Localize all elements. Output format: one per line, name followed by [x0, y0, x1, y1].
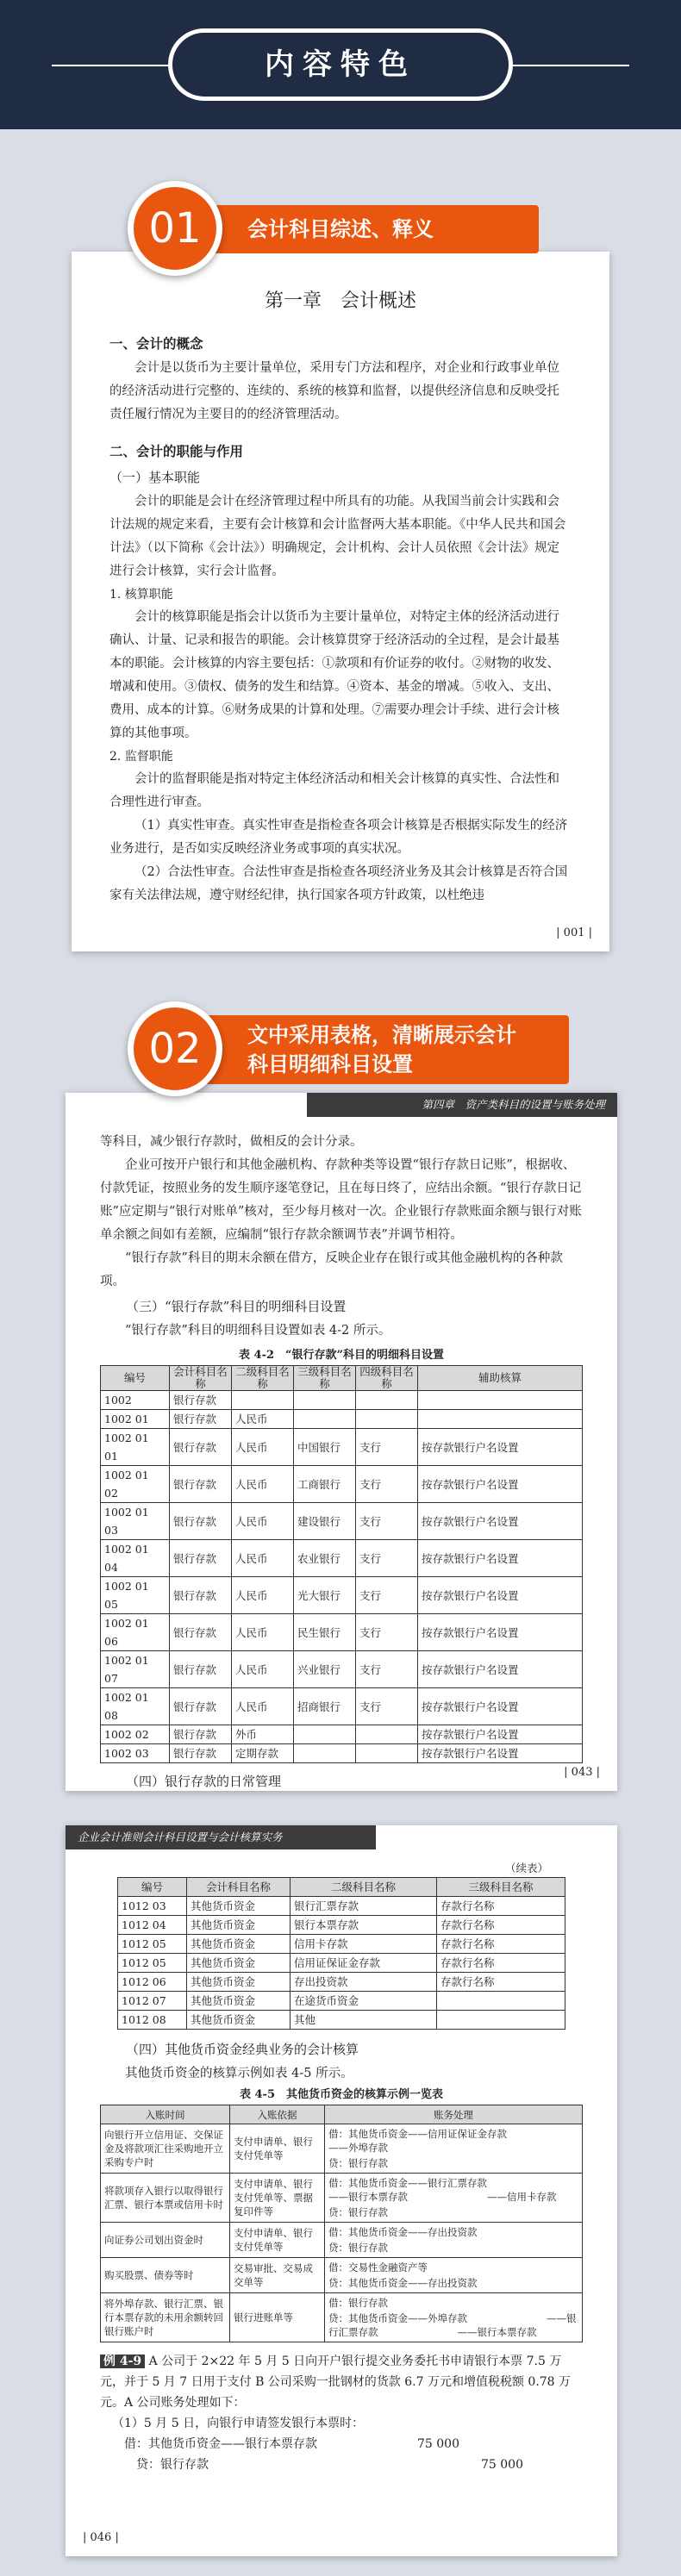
table-cell: 银行存款	[170, 1651, 232, 1688]
feature-number-badge: 02	[128, 1001, 222, 1096]
table-cell: 人民币	[232, 1503, 294, 1540]
table-header-cell: 二级科目名称	[232, 1366, 294, 1391]
table-row	[118, 2011, 565, 2030]
table-header-cell: 入账依据	[230, 2105, 325, 2124]
entry-treatment-cell	[325, 2124, 586, 2174]
entry-treatment-cell	[325, 2223, 583, 2258]
table-cell: 兴业银行	[294, 1651, 356, 1688]
table-cell	[294, 1744, 356, 1763]
table-cell: 其他货币资金	[187, 1897, 291, 1916]
table-cell: 按存款银行户名设置	[418, 1466, 583, 1503]
debit-amount: 75 000	[417, 2437, 459, 2451]
entry-time-cell: 向证券公司划出资金时	[101, 2223, 230, 2258]
table-cell: 1002 01 08	[101, 1688, 170, 1725]
debit-account: 借：其他货币资金——银行本票存款	[124, 2437, 317, 2451]
table-cell: 银行存款	[170, 1688, 232, 1725]
table-cell	[418, 1410, 583, 1429]
example-tag: 例 4-9	[100, 2355, 145, 2368]
table-cell: 银行存款	[170, 1725, 232, 1744]
table-header-row	[101, 1366, 583, 1391]
table-header-cell: 三级科目名称	[437, 1878, 565, 1897]
table-row	[101, 1503, 583, 1540]
table-cell	[294, 1391, 356, 1410]
table-cell	[356, 1410, 418, 1429]
table-cell: 1012 04	[118, 1916, 187, 1935]
table-cell: 中国银行	[294, 1429, 356, 1466]
feature-header	[0, 0, 681, 129]
feature-title-banner: 会计科目综述、释义	[185, 205, 539, 253]
table-cell: 按存款银行户名设置	[418, 1429, 583, 1466]
table-cell	[437, 1992, 565, 2011]
table-cell: 银行存款	[170, 1466, 232, 1503]
table-cell	[418, 1391, 583, 1410]
table-cell: 其他货币资金	[187, 1916, 291, 1935]
table-cell: 人民币	[232, 1688, 294, 1725]
page-number: | 046 |	[83, 2531, 119, 2544]
table-cell: 按存款银行户名设置	[418, 1577, 583, 1614]
table-cell: 1012 05	[118, 1935, 187, 1954]
table-cell: 1002 01 04	[101, 1540, 170, 1577]
entry-basis-cell: 支付申请单、银行支付凭单等	[230, 2124, 325, 2174]
table-cell: 存款行名称	[437, 1935, 565, 1954]
table-cell: 存出投资款	[291, 1973, 437, 1992]
paragraph: “银行存款”科目的明细科目设置如表 4-2 所示。	[125, 1324, 391, 1338]
credit-line: 贷：其他货币资金——存出投资款	[328, 2277, 478, 2289]
book-page-043	[66, 1093, 617, 1791]
entry-treatment-cell	[325, 2293, 583, 2342]
section-heading: 二、会计的职能与作用	[109, 443, 244, 459]
table-row	[101, 1466, 583, 1503]
table-cell: 按存款银行户名设置	[418, 1503, 583, 1540]
feature-title-banner	[185, 1015, 569, 1084]
credit-line: 贷：其他货币资金——外埠存款 ——银行汇票存款 ——银行本票存款	[328, 2312, 577, 2338]
entry-time-cell: 向银行开立信用证、交保证金及将款项汇往采购地开立采购专户时	[101, 2124, 230, 2174]
table-row	[101, 1688, 583, 1725]
subsection-heading: （四）其他货币资金经典业务的会计核算	[126, 2042, 359, 2057]
table-cell: 信用证保证金存款	[291, 1954, 437, 1973]
table-header-cell: 会计科目名称	[170, 1366, 232, 1391]
table-row	[101, 2293, 583, 2342]
paragraph: 会计的职能是会计在经济管理过程中所具有的功能。从我国当前会计实践和会计法规的规定来看，主要有会计核算和会计监督两大基本职能。《中华人民共和国会计法》（以下简称《会计法》）明确规定，会计机构、会计人员依照《会计法》规定进行会计核算，实行会计监督。	[109, 495, 566, 578]
table-header-cell: 辅助核算	[418, 1366, 583, 1391]
table-cell: 人民币	[232, 1614, 294, 1651]
entry-time-cell: 将外埠存款、银行汇票、银行本票存款的未用余额转回银行账户时	[101, 2293, 230, 2342]
header-left-line	[52, 65, 168, 66]
feature-number-badge: 01	[128, 181, 222, 276]
table-row	[118, 1992, 565, 2011]
detail-account-table	[100, 1365, 583, 1763]
debit-line: 借：其他货币资金——银行汇票存款 ——银行本票存款 ——信用卡存款	[328, 2177, 566, 2203]
table-cell: 按存款银行户名设置	[418, 1688, 583, 1725]
table-header-cell: 账务处理	[325, 2105, 583, 2124]
entry-time-cell: 将款项存入银行以取得银行汇票、银行本票或信用卡时	[101, 2174, 230, 2223]
table-header-cell: 编号	[118, 1878, 187, 1897]
table-cell: 1002 01 07	[101, 1651, 170, 1688]
table-header-cell: 三级科目名称	[294, 1366, 356, 1391]
table-cell: 其他货币资金	[187, 2011, 291, 2030]
table-cell: 支行	[356, 1614, 418, 1651]
table-cell	[294, 1410, 356, 1429]
table-cell: 银行存款	[170, 1429, 232, 1466]
table-cell: 银行存款	[170, 1410, 232, 1429]
table-cell: 银行存款	[170, 1540, 232, 1577]
table-cell: 按存款银行户名设置	[418, 1540, 583, 1577]
table-cell: 1012 07	[118, 1992, 187, 2011]
table-cell: 民生银行	[294, 1614, 356, 1651]
table-cell: 支行	[356, 1429, 418, 1466]
table-cell: 存款行名称	[437, 1973, 565, 1992]
paragraph: 会计是以货币为主要计量单位，采用专门方法和程序，对企业和行政事业单位的经济活动进行完整的、连续的、系统的核算和监督，以提供经济信息和反映受托责任履行情况为主要目的的经济管理活动。	[109, 361, 559, 421]
entry-example-table	[100, 2105, 586, 2342]
banner-line-1: 文中采用表格，清晰展示会计	[247, 1023, 516, 1047]
paragraph: “银行存款”科目的期末余额在借方，反映企业存在银行或其他金融机构的各种款项。	[100, 1251, 563, 1288]
table-cell: 1012 03	[118, 1897, 187, 1916]
table-row	[101, 1725, 583, 1744]
table-cell: 按存款银行户名设置	[418, 1744, 583, 1763]
table-cell: 支行	[356, 1688, 418, 1725]
table-cell: 存款行名称	[437, 1916, 565, 1935]
table-row	[118, 1954, 565, 1973]
table-cell: 1002 01	[101, 1410, 170, 1429]
table-cell: 银行存款	[170, 1391, 232, 1410]
table-caption: 表 4-5 其他货币资金的核算示例一览表	[239, 2088, 443, 2101]
table-cell: 在途货币资金	[291, 1992, 437, 2011]
table-cell: 1002	[101, 1391, 170, 1410]
table-row	[101, 1429, 583, 1466]
table-cell: 1002 01 01	[101, 1429, 170, 1466]
continued-label: （续表）	[504, 1862, 548, 1874]
table-cell: 1012 08	[118, 2011, 187, 2030]
entry-basis-cell: 支付申请单、银行支付凭单等、票据复印件等	[230, 2174, 325, 2223]
paragraph: 会计的监督职能是指对特定主体经济活动和相关会计核算的真实性、合法性和合理性进行审查。	[109, 772, 559, 809]
table-cell: 支行	[356, 1466, 418, 1503]
table-cell: 银行本票存款	[291, 1916, 437, 1935]
section-01	[0, 129, 681, 982]
table-row	[101, 2223, 583, 2258]
table-cell: 定期存款	[232, 1744, 294, 1763]
credit-line: 贷：银行存款	[328, 2206, 388, 2218]
table-cell	[356, 1725, 418, 1744]
paragraph: （2）合法性审查。合法性审查是指检查各项经济业务及其会计核算是否符合国家有关法律法规，遵守财经纪律，执行国家各项方针政策，以杜绝违	[109, 865, 568, 902]
table-cell: 光大银行	[294, 1577, 356, 1614]
table-cell	[437, 2011, 565, 2030]
table-cell	[356, 1744, 418, 1763]
entry-basis-cell: 银行进账单等	[230, 2293, 325, 2342]
table-header-cell: 会计科目名称	[187, 1878, 291, 1897]
table-header-cell: 编号	[101, 1366, 170, 1391]
paragraph: 等科目，减少银行存款时，做相反的会计分录。	[100, 1135, 363, 1149]
credit-amount: 75 000	[481, 2458, 523, 2472]
running-head: 第四章 资产类科目的设置与账务处理	[307, 1093, 617, 1117]
header-right-line	[513, 65, 629, 66]
page-number: | 043 |	[564, 1766, 600, 1779]
table-cell: 存款行名称	[437, 1954, 565, 1973]
table-cell: 信用卡存款	[291, 1935, 437, 1954]
table-cell: 支行	[356, 1577, 418, 1614]
section-heading: 一、会计的概念	[109, 335, 203, 352]
paragraph: 会计的核算职能是指会计以货币为主要计量单位，对特定主体的经济活动进行确认、计量、记录和报告的职能。会计核算贯穿于经济活动的全过程，是会计最基本的职能。会计核算的内容主要包括：①款项和有价证券的收付。②财物的收发、增减和使用。③债权、债务的发生和结算。④资本、基金的增减。⑤收入、支出、费用、成本的计算。⑥财务成果的计算和处理。⑦需要办理会计手续、进行会计核算的其他事项。	[109, 610, 559, 740]
table-cell	[356, 1391, 418, 1410]
credit-account: 贷：银行存款	[136, 2458, 209, 2472]
table-cell: 1002 02	[101, 1725, 170, 1744]
table-cell	[232, 1391, 294, 1410]
table-header-cell: 四级科目名称	[356, 1366, 418, 1391]
table-header-row	[101, 2105, 583, 2124]
item-heading: 1. 核算职能	[109, 588, 173, 602]
debit-line: 借：其他货币资金——信用证保证金存款 ——外埠存款	[328, 2128, 586, 2154]
table-header-row	[118, 1878, 565, 1897]
table-cell: 人民币	[232, 1429, 294, 1466]
table-cell: 按存款银行户名设置	[418, 1651, 583, 1688]
table-row	[101, 2174, 583, 2223]
table-row	[101, 1391, 583, 1410]
book-page-001	[72, 252, 609, 951]
table-cell: 外币	[232, 1725, 294, 1744]
table-cell: 按存款银行户名设置	[418, 1614, 583, 1651]
table-row	[118, 1973, 565, 1992]
table-row	[101, 1577, 583, 1614]
table-cell: 银行存款	[170, 1503, 232, 1540]
table-cell: 建设银行	[294, 1503, 356, 1540]
table-caption: 表 4-2 “银行存款”科目的明细科目设置	[239, 1349, 444, 1362]
running-head: 企业会计准则会计科目设置与会计核算实务	[66, 1825, 376, 1849]
table-cell: 人民币	[232, 1540, 294, 1577]
table-cell: 农业银行	[294, 1540, 356, 1577]
table-cell: 人民币	[232, 1651, 294, 1688]
table-row	[118, 1897, 565, 1916]
table-row	[101, 2124, 583, 2174]
table-header-cell: 入账时间	[101, 2105, 230, 2124]
table-cell: 银行汇票存款	[291, 1897, 437, 1916]
detail-account-table-continued	[117, 1877, 565, 2030]
table-row	[101, 1651, 583, 1688]
table-row	[101, 2258, 583, 2293]
table-row	[101, 1614, 583, 1651]
table-cell: 人民币	[232, 1577, 294, 1614]
table-cell: 银行存款	[170, 1744, 232, 1763]
table-cell: 1002 01 02	[101, 1466, 170, 1503]
table-cell: 其他货币资金	[187, 1935, 291, 1954]
credit-line: 贷：银行存款	[328, 2242, 388, 2254]
table-cell: 存款行名称	[437, 1897, 565, 1916]
table-cell: 其他货币资金	[187, 1973, 291, 1992]
debit-line: 借：其他货币资金——存出投资款	[328, 2226, 478, 2238]
table-cell: 1002 01 03	[101, 1503, 170, 1540]
table-cell: 人民币	[232, 1410, 294, 1429]
paragraph: 企业可按开户银行和其他金融机构、存款种类等设置“银行存款日记账”，根据收、付款凭证，按照业务的发生顺序逐笔登记，且在每日终了，应结出余额。“银行存款日记账”应定期与“银行对账单”核对，至少每月核对一次。企业银行存款账面余额与银行对账单余额之间如有差额，应编制“银行存款余额调节表”并调节相符。	[100, 1158, 582, 1242]
table-cell: 其他货币资金	[187, 1992, 291, 2011]
table-cell	[294, 1725, 356, 1744]
entry-treatment-cell	[325, 2174, 583, 2223]
example-step: （1）5 月 5 日，向银行申请签发银行本票时：	[112, 2417, 365, 2430]
journal-credit-line	[136, 2454, 583, 2475]
chapter-title: 第一章 会计概述	[264, 290, 416, 312]
table-cell: 支行	[356, 1503, 418, 1540]
banner-line-2: 科目明细科目设置	[247, 1052, 413, 1076]
entry-basis-cell: 交易审批、交易成交单等	[230, 2258, 325, 2293]
debit-line: 借：银行存款	[328, 2297, 388, 2309]
page-number: | 001 |	[556, 926, 592, 939]
table-cell: 银行存款	[170, 1614, 232, 1651]
table-cell: 1002 01 05	[101, 1577, 170, 1614]
table-cell: 1012 05	[118, 1954, 187, 1973]
book-page-046	[66, 1825, 617, 2556]
table-row	[101, 1540, 583, 1577]
table-cell: 1002 01 06	[101, 1614, 170, 1651]
table-cell: 1012 06	[118, 1973, 187, 1992]
debit-line: 借：交易性金融资产等	[328, 2261, 428, 2273]
table-cell: 按存款银行户名设置	[418, 1725, 583, 1744]
paragraph: 其他货币资金的核算示例如表 4-5 所示。	[125, 2067, 353, 2080]
table-cell: 支行	[356, 1651, 418, 1688]
subsection-heading: （四）银行存款的日常管理	[126, 1774, 282, 1789]
entry-basis-cell: 支付申请单、银行支付凭单等	[230, 2223, 325, 2258]
table-row	[118, 1916, 565, 1935]
table-cell: 工商银行	[294, 1466, 356, 1503]
section-02	[0, 982, 681, 2576]
table-row	[101, 1744, 583, 1763]
table-cell: 招商银行	[294, 1688, 356, 1725]
table-cell: 1002 03	[101, 1744, 170, 1763]
table-header-cell: 二级科目名称	[291, 1878, 437, 1897]
table-cell: 银行存款	[170, 1577, 232, 1614]
journal-debit-line	[124, 2434, 583, 2454]
table-row	[118, 1935, 565, 1954]
example-paragraph	[100, 2351, 583, 2413]
table-cell: 支行	[356, 1540, 418, 1577]
table-cell: 其他	[291, 2011, 437, 2030]
example-text: A 公司于 2×22 年 5 月 5 日向开户银行提交业务委托书申请银行本票 7.5 万元，并于 5 月 7 日用于支付 B 公司采购一批钢材的货款 6.7 万元和增值税税额 0.78 万元。A 公司账务处理如下：	[100, 2355, 572, 2410]
table-cell: 人民币	[232, 1466, 294, 1503]
credit-line: 贷：银行存款	[328, 2157, 388, 2169]
subsection-heading: （三）“银行存款”科目的明细科目设置	[126, 1299, 347, 1314]
entry-treatment-cell	[325, 2258, 583, 2293]
table-row	[101, 1410, 583, 1429]
entry-time-cell: 购买股票、债券等时	[101, 2258, 230, 2293]
paragraph: （1）真实性审查。真实性审查是指检查各项会计核算是否根据实际发生的经济业务进行，是否如实反映经济业务或事项的真实状况。	[109, 819, 568, 856]
item-heading: 2. 监督职能	[109, 750, 173, 764]
table-cell: 其他货币资金	[187, 1954, 291, 1973]
header-title: 内容特色	[168, 28, 513, 101]
subsection-heading: （一）基本职能	[109, 470, 201, 485]
